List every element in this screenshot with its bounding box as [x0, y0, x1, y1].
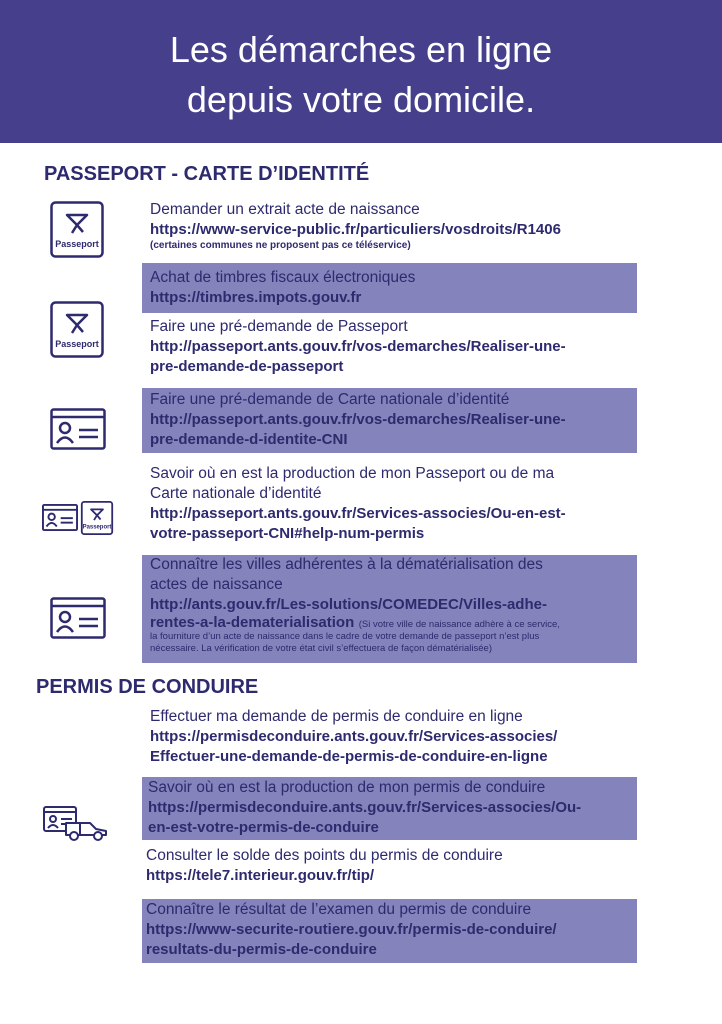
- item-label: Consulter le solde des points du permis de conduire: [146, 847, 503, 864]
- item-link[interactable]: https://timbres.impots.gouv.fr: [150, 289, 362, 306]
- item-link-line1: http://passeport.ants.gouv.fr/vos-demarches/Realiser-une-: [150, 338, 566, 355]
- item-label: Faire une pré-demande de Passeport: [150, 318, 408, 335]
- passport-icon-label: Passeport: [82, 524, 112, 531]
- item-link[interactable]: [150, 410, 629, 450]
- item-link[interactable]: [148, 798, 629, 838]
- item-label: Effectuer ma demande de permis de conduire en ligne: [150, 708, 523, 725]
- item-link-line1: http://passeport.ants.gouv.fr/vos-demarches/Realiser-une-: [150, 411, 566, 428]
- item-note: (certaines communes ne proposent pas ce téléservice): [150, 240, 411, 251]
- item-label: Connaître le résultat de l’examen du permis de conduire: [146, 901, 532, 918]
- item-link[interactable]: https://www-service-public.fr/particuliers/vosdroits/R1406: [150, 221, 561, 238]
- list-item: [142, 707, 637, 769]
- driving-license-icon: [42, 803, 110, 843]
- item-link-line2: resultats-du-permis-de-conduire: [146, 941, 377, 958]
- item-label-line1: Connaître les villes adhérentes à la dématérialisation des: [150, 556, 543, 573]
- item-link-line1: http://passeport.ants.gouv.fr/Services-associes/Ou-en-est-: [150, 505, 566, 522]
- id-card-icon: [50, 408, 106, 450]
- item-note-line3: nécessaire. La vérification de votre état civil s’effectuera de façon dématérialisée): [150, 643, 493, 654]
- page-title-line2: depuis votre domicile.: [186, 79, 536, 120]
- item-link-line2: pre-demande-d-identite-CNI: [150, 431, 348, 448]
- passport-icon: [80, 501, 114, 535]
- item-note-line2: la fourniture d’un acte de naissance dans le cadre de votre demande de passeport n’est plus: [150, 631, 540, 642]
- item-link-line1[interactable]: http://ants.gouv.fr/Les-solutions/COMEDEC/Villes-adhe-: [150, 596, 547, 613]
- item-label-line1: Savoir où en est la production de mon Passeport ou de ma: [150, 465, 555, 482]
- item-label: Savoir où en est la production de mon permis de conduire: [148, 779, 546, 796]
- item-link[interactable]: [150, 337, 629, 377]
- item-link-line2: Effectuer-une-demande-de-permis-de-conduire-en-ligne: [150, 748, 548, 765]
- list-item: [142, 846, 637, 888]
- section-title-passeport: PASSEPORT - CARTE D’IDENTITÉ: [44, 163, 370, 185]
- item-label-line2: Carte nationale d’identité: [150, 485, 322, 502]
- list-item: [142, 899, 637, 963]
- list-item: [142, 388, 637, 453]
- item-link[interactable]: [150, 727, 629, 767]
- id-card-icon: [50, 597, 106, 639]
- item-link-line1: https://www-securite-routiere.gouv.fr/permis-de-conduire/: [146, 921, 557, 938]
- item-label-line2: actes de naissance: [150, 576, 283, 593]
- item-link-line2: pre-demande-de-passeport: [150, 358, 344, 375]
- passport-icon-label: Passeport: [55, 239, 99, 249]
- item-note-line1: (Si votre ville de naissance adhère à ce service,: [358, 619, 560, 630]
- item-label: Faire une pré-demande de Carte nationale d’identité: [150, 391, 510, 408]
- item-link-line2: en-est-votre-permis-de-conduire: [148, 819, 379, 836]
- list-item: [142, 198, 637, 254]
- list-item: [142, 464, 637, 546]
- header-banner: [0, 0, 722, 143]
- id-card-icon: [42, 504, 78, 531]
- passport-icon-label: Passeport: [55, 339, 99, 349]
- item-label: Achat de timbres fiscaux électroniques: [150, 269, 416, 286]
- item-link-with-note: [150, 615, 629, 631]
- section-title-permis: PERMIS DE CONDUIRE: [36, 676, 259, 698]
- list-item: [142, 777, 637, 840]
- item-label: Demander un extrait acte de naissance: [150, 201, 420, 218]
- item-link[interactable]: https://tele7.interieur.gouv.fr/tip/: [146, 867, 375, 884]
- item-link-line1: https://permisdeconduire.ants.gouv.fr/Services-associes/Ou-: [148, 799, 582, 816]
- list-item: [142, 555, 637, 663]
- list-item: [142, 317, 637, 379]
- item-link-line2: votre-passeport-CNI#help-num-permis: [150, 525, 425, 542]
- passport-icon: [50, 201, 104, 258]
- item-link-line1: https://permisdeconduire.ants.gouv.fr/Services-associes/: [150, 728, 558, 745]
- item-link[interactable]: [150, 504, 629, 544]
- list-item: [142, 263, 637, 313]
- page-title-line1: Les démarches en ligne: [169, 29, 553, 70]
- item-link-line2[interactable]: rentes-a-la-dematerialisation: [150, 614, 355, 631]
- passport-icon: [50, 301, 104, 358]
- item-link[interactable]: [146, 920, 629, 960]
